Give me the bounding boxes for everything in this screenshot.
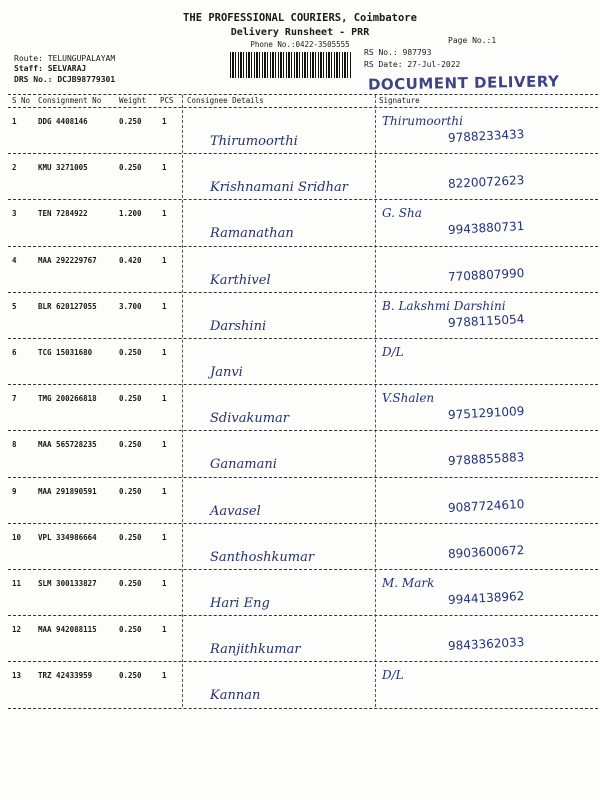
row-consignee: Thirumoorthi xyxy=(210,134,298,149)
row-consignment: TRZ 42433959 xyxy=(38,671,93,681)
col-pcs: PCS xyxy=(160,96,174,105)
row-weight: 0.250 xyxy=(119,671,142,681)
header-rule-top xyxy=(8,94,598,95)
staff-label: Staff: SELVARAJ xyxy=(14,64,87,73)
row-weight: 0.250 xyxy=(119,579,142,588)
phone-number: Phone No.:0422-3505555 xyxy=(250,40,350,49)
row-sno: 3 xyxy=(12,209,17,219)
table-row xyxy=(0,524,600,570)
row-signature: B. Lakshmi Darshini xyxy=(382,298,506,313)
route-label: Route: TELUNGUPALAYAM xyxy=(14,54,116,63)
row-signature: Thirumoorthi xyxy=(382,114,463,128)
row-sno: 10 xyxy=(12,532,22,542)
row-phone: 9788233433 xyxy=(447,127,525,145)
row-consignment: TEN 7284922 xyxy=(38,209,88,219)
row-phone: 9087724610 xyxy=(447,496,525,515)
drs-number: DRS No.: DCJB98779301 xyxy=(14,75,116,84)
row-weight: 0.250 xyxy=(119,440,142,450)
row-consignment: VPL 334986664 xyxy=(38,532,97,542)
row-phone: 8220072623 xyxy=(447,173,525,192)
table-row xyxy=(0,570,600,616)
row-sno: 2 xyxy=(12,163,17,173)
row-weight: 0.250 xyxy=(119,532,142,542)
barcode-image xyxy=(230,52,352,78)
row-rule xyxy=(8,708,598,709)
row-consignment: DDG 4408146 xyxy=(38,117,88,126)
row-sno: 9 xyxy=(12,486,17,496)
row-weight: 0.250 xyxy=(119,625,142,635)
table-row xyxy=(0,385,600,431)
row-signature: M. Mark xyxy=(382,576,435,590)
row-phone: 9843362033 xyxy=(447,635,525,654)
table-row xyxy=(0,247,600,293)
row-pcs: 1 xyxy=(162,163,167,173)
row-consignee: Sdivakumar xyxy=(210,411,290,427)
table-row xyxy=(0,662,600,708)
row-consignment: TCG 15031680 xyxy=(38,348,93,357)
row-consignee: Ranjithkumar xyxy=(210,642,301,658)
table-row xyxy=(0,154,600,200)
row-consignee: Karthivel xyxy=(210,272,271,288)
row-weight: 1.200 xyxy=(119,209,142,219)
row-consignment: TMG 200266818 xyxy=(38,394,97,404)
row-pcs: 1 xyxy=(162,671,167,681)
row-pcs: 1 xyxy=(162,117,167,126)
row-pcs: 1 xyxy=(162,440,167,450)
row-sno: 13 xyxy=(12,671,22,681)
row-sno: 8 xyxy=(12,440,17,450)
row-weight: 3.700 xyxy=(119,301,142,311)
row-phone: 9944138962 xyxy=(447,589,525,607)
col-sno: S No xyxy=(12,96,31,105)
row-signature: D/L xyxy=(382,345,404,359)
row-weight: 0.250 xyxy=(119,117,142,126)
row-weight: 0.250 xyxy=(119,348,142,357)
row-pcs: 1 xyxy=(162,579,167,588)
row-sno: 5 xyxy=(12,301,17,311)
row-consignee: Santhoshkumar xyxy=(210,549,315,565)
table-row xyxy=(0,108,600,154)
row-phone: 9751291009 xyxy=(447,404,525,423)
table-row xyxy=(0,431,600,477)
row-consignment: MAA 291890591 xyxy=(38,486,97,496)
row-sno: 7 xyxy=(12,394,17,404)
row-phone: 8903600672 xyxy=(447,542,525,561)
row-phone: 9788115054 xyxy=(447,311,525,330)
table-row xyxy=(0,293,600,339)
row-consignment: MAA 292229767 xyxy=(38,255,97,265)
row-pcs: 1 xyxy=(162,209,167,219)
row-sno: 11 xyxy=(12,579,22,588)
row-weight: 0.250 xyxy=(119,486,142,496)
row-consignee: Ganamani xyxy=(210,457,277,473)
row-consignee: Darshini xyxy=(210,318,267,334)
row-pcs: 1 xyxy=(162,348,167,357)
row-signature: V.Shalen xyxy=(382,391,435,406)
row-consignment: KMU 3271005 xyxy=(38,163,88,173)
row-pcs: 1 xyxy=(162,486,167,496)
row-consignment: MAA 942088115 xyxy=(38,625,97,635)
row-pcs: 1 xyxy=(162,532,167,542)
row-pcs: 1 xyxy=(162,255,167,265)
row-weight: 0.250 xyxy=(119,394,142,404)
row-consignee: Janvi xyxy=(210,365,243,380)
col-weight: Weight xyxy=(119,96,147,105)
row-consignee: Hari Eng xyxy=(210,596,270,611)
runsheet-subtitle: Delivery Runsheet - PRR xyxy=(230,27,370,38)
row-pcs: 1 xyxy=(162,301,167,311)
col-consignee: Consignee Details xyxy=(187,96,264,105)
row-pcs: 1 xyxy=(162,625,167,635)
rs-date: RS Date: 27-Jul-2022 xyxy=(364,60,461,69)
row-weight: 0.250 xyxy=(119,163,142,173)
rs-number: RS No.: 987793 xyxy=(364,48,432,57)
row-consignee: Ramanathan xyxy=(210,226,294,242)
row-consignee: Kannan xyxy=(210,688,261,704)
col-consignment: Consignment No xyxy=(38,96,102,105)
row-phone: 9788855883 xyxy=(447,450,525,469)
document-delivery-stamp: DOCUMENT DELIVERY xyxy=(367,72,560,94)
row-sno: 4 xyxy=(12,255,17,265)
row-consignee: Krishnamani Sridhar xyxy=(210,180,348,196)
row-sno: 6 xyxy=(12,348,17,357)
row-phone: 9943880731 xyxy=(447,219,525,238)
row-signature: D/L xyxy=(382,668,404,683)
page-number: Page No.:1 xyxy=(448,36,497,45)
row-sno: 12 xyxy=(12,625,22,635)
row-consignment: MAA 565728235 xyxy=(38,440,97,450)
row-signature: G. Sha xyxy=(382,206,422,221)
row-weight: 0.420 xyxy=(119,255,142,265)
company-title: THE PROFESSIONAL COURIERS, Coimbatore xyxy=(183,12,417,24)
row-consignment: SLM 300133827 xyxy=(38,579,97,588)
row-pcs: 1 xyxy=(162,394,167,404)
row-sno: 1 xyxy=(12,117,17,126)
table-row xyxy=(0,478,600,524)
table-row xyxy=(0,616,600,662)
row-phone: 7708807990 xyxy=(447,265,525,284)
row-consignment: BLR 620127055 xyxy=(38,301,97,311)
row-consignee: Aavasel xyxy=(210,503,261,519)
col-signature: Signature xyxy=(379,96,420,105)
table-row xyxy=(0,339,600,385)
table-row xyxy=(0,200,600,246)
